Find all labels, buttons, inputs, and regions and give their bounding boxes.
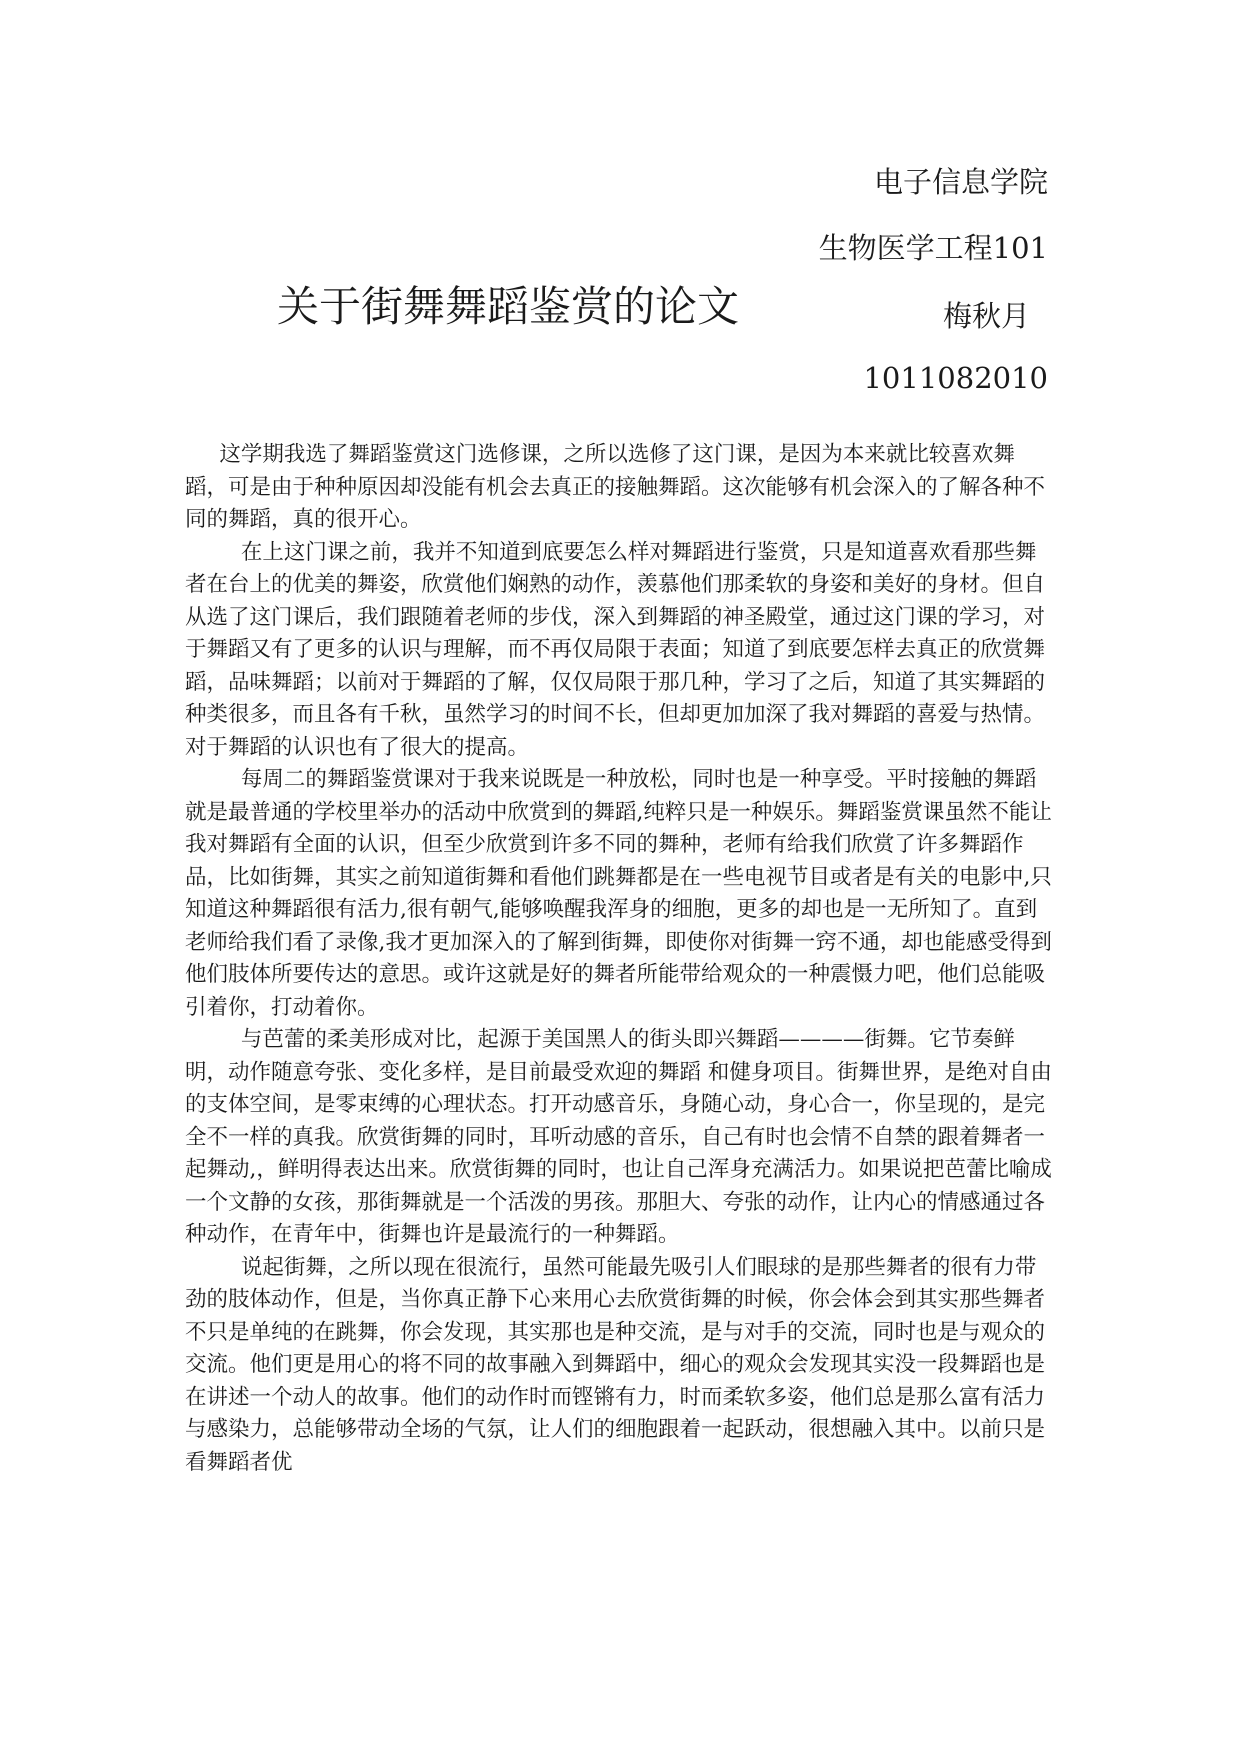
paragraph-1: 这学期我选了舞蹈鉴赏这门选修课，之所以选修了这门课，是因为本来就比较喜欢舞蹈，可是由于种种原因却没能有机会去真正的接触舞蹈。这次能够有机会深入的了解各种不同的舞蹈，真的很开心。 (185, 442, 1046, 532)
college-name: 电子信息学院 (873, 165, 1048, 199)
author-name: 梅秋月 (943, 299, 1031, 333)
student-id: 1011082010 (863, 361, 1048, 395)
paper-title: 关于街舞舞蹈鉴赏的论文 (277, 282, 740, 331)
paragraph-2: 在上这门课之前，我并不知道到底要怎么样对舞蹈进行鉴赏，只是知道喜欢看那些舞者在台上的优美的舞姿，欣赏他们娴熟的动作，羡慕他们那柔软的身姿和美好的身材。但自从选了这门课后，我们跟随着老师的步伐，深入到舞蹈的神圣殿堂，通过这门课的学习，对于舞蹈又有了更多的认识与理解，而不再仅局限于表面；知道了到底要怎样去真正的欣赏舞蹈，品味舞蹈；以前对于舞蹈的了解，仅仅局限于那几种，学习了之后，知道了其实舞蹈的种类很多，而且各有千秋，虽然学习的时间不长，但却更加加深了我对舞蹈的喜爱与热情。对于舞蹈的认识也有了很大的提高。 (185, 539, 1046, 760)
major-class: 生物医学工程101 (818, 231, 1048, 265)
paragraph-5: 说起街舞，之所以现在很流行，虽然可能最先吸引人们眼球的是那些舞者的很有力带劲的肢体动作，但是，当你真正静下心来用心去欣赏街舞的时候，你会体会到其实那些舞者不只是单纯的在跳舞，你会发现，其实那也是种交流，是与对手的交流，同时也是与观众的交流。他们更是用心的将不同的故事融入到舞蹈中，细心的观众会发现其实没一段舞蹈也是在讲述一个动人的故事。他们的动作时而铿锵有力，时而柔软多姿，他们总是那么富有活力与感染力，总能够带动全场的气氛，让人们的细胞跟着一起跃动，很想融入其中。以前只是看舞蹈者优 (185, 1254, 1046, 1475)
essay-body (185, 439, 1055, 1479)
paragraph-4: 与芭蕾的柔美形成对比，起源于美国黑人的街头即兴舞蹈————街舞。它节奏鲜明，动作随意夸张、变化多样，是目前最受欢迎的舞蹈 和健身项目。街舞世界，是绝对自由的支体空间，是零束缚的心理状态。打开动感音乐，身随心动，身心合一，你呈现的，是完全不一样的真我。欣赏街舞的同时，耳听动感的音乐，自己有时也会情不自禁的跟着舞者一起舞动,，鲜明得表达出来。欣赏街舞的同时，也让自己浑身充满活力。如果说把芭蕾比喻成一个文静的女孩，那街舞就是一个活泼的男孩。那胆大、夸张的动作，让内心的情感通过各种动作，在青年中，街舞也许是最流行的一种舞蹈。 (185, 1027, 1052, 1247)
paragraph-3: 每周二的舞蹈鉴赏课对于我来说既是一种放松，同时也是一种享受。平时接触的舞蹈就是最普通的学校里举办的活动中欣赏到的舞蹈,纯粹只是一种娱乐。舞蹈鉴赏课虽然不能让我对舞蹈有全面的认识，但至少欣赏到许多不同的舞种，老师有给我们欣赏了许多舞蹈作品，比如街舞，其实之前知道街舞和看他们跳舞都是在一些电视节目或者是有关的电影中,只知道这种舞蹈很有活力,很有朝气,能够唤醒我浑身的细胞，更多的却也是一无所知了。直到老师给我们看了录像,我才更加深入的了解到街舞，即使你对街舞一窍不通，却也能感受得到他们肢体所要传达的意思。或许这就是好的舞者所能带给观众的一种震慑力吧，他们总能吸引着你，打动着你。 (185, 767, 1052, 1020)
